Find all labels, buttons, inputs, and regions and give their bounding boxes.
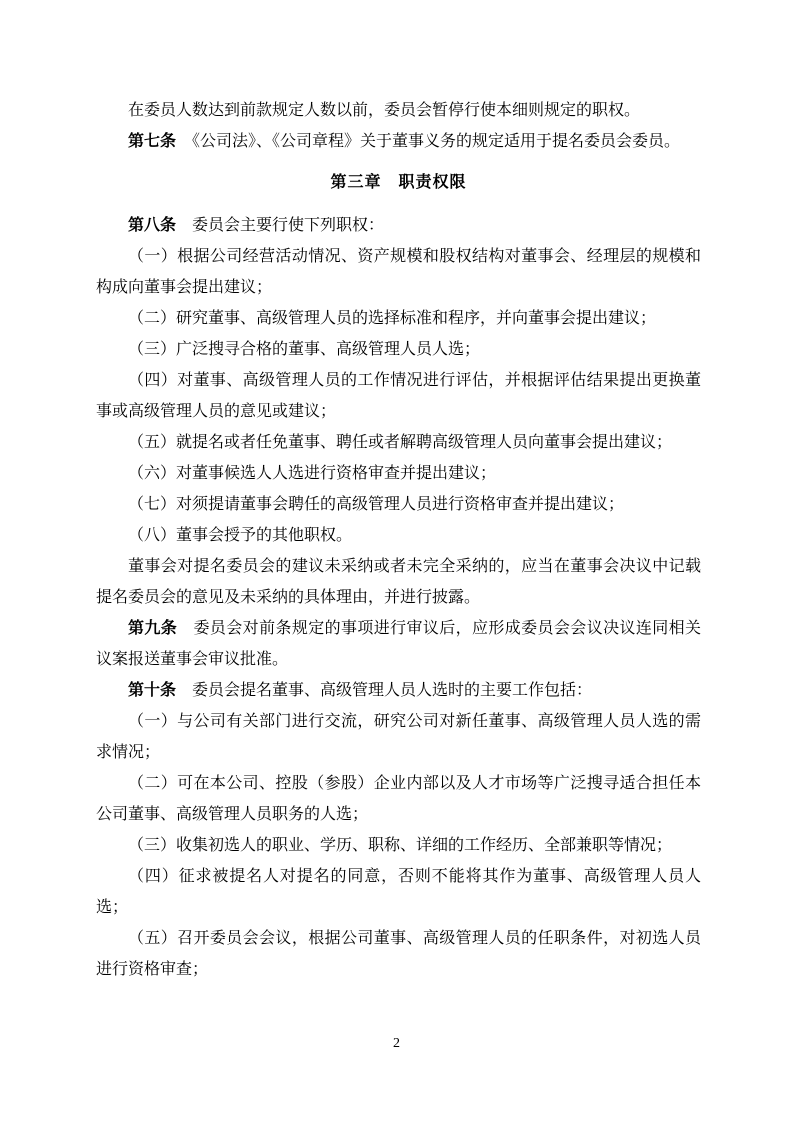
text-run: （一）与公司有关部门进行交流，研究公司对新任董事、高级管理人员人选的需求情况；: [96, 713, 701, 761]
bold-text-run: 第七条: [128, 133, 177, 150]
paragraph: [96, 613, 701, 675]
paragraph: [96, 830, 701, 861]
paragraph: [96, 520, 701, 551]
text-run: （五）就提名或者任免董事、聘任或者解聘高级管理人员向董事会提出建议；: [128, 434, 673, 451]
text-run: （三）收集初选人的职业、学历、职称、详细的工作经历、全部兼职等情况；: [128, 837, 673, 854]
paragraph: [96, 489, 701, 520]
text-run: （一）根据公司经营活动情况、资产规模和股权结构对董事会、经理层的规模和构成向董事会提出建议；: [96, 248, 701, 296]
text-run: （六）对董事候选人人选进行资格审查并提出建议；: [128, 465, 497, 482]
paragraph: [96, 861, 701, 923]
bold-text-run: 第三章 职责权限: [330, 174, 467, 191]
text-run: （二）研究董事、高级管理人员的选择标准和程序，并向董事会提出建议；: [128, 310, 657, 327]
text-run: 委员会提名董事、高级管理人员人选时的主要工作包括：: [176, 682, 593, 699]
text-run: （四）征求被提名人对提名的同意，否则不能将其作为董事、高级管理人员人选；: [96, 868, 701, 916]
text-run: （二）可在本公司、控股（参股）企业内部以及人才市场等广泛搜寻适合担任本公司董事、高级管理人员职务的人选；: [96, 775, 701, 823]
text-run: 委员会对前条规定的事项进行审议后，应形成委员会会议决议连同相关议案报送董事会审议批准。: [96, 620, 701, 668]
paragraph: [96, 551, 701, 613]
bold-text-run: 第九条: [128, 620, 178, 637]
paragraph: [96, 241, 701, 303]
document-body: [96, 95, 701, 985]
text-run: （五）召开委员会会议，根据公司董事、高级管理人员的任职条件，对初选人员进行资格审查；: [96, 930, 701, 978]
page-number: 2: [393, 1036, 400, 1051]
bold-text-run: 第十条: [128, 682, 177, 699]
text-run: 委员会主要行使下列职权：: [176, 217, 385, 234]
text-run: （八）董事会授予的其他职权。: [128, 527, 353, 544]
paragraph: [96, 706, 701, 768]
text-run: 董事会对提名委员会的建议未采纳或者未完全采纳的，应当在董事会决议中记载提名委员会的意见及未采纳的具体理由，并进行披露。: [96, 558, 701, 606]
paragraph: [96, 427, 701, 458]
bold-text-run: 第八条: [128, 217, 177, 234]
paragraph: [96, 923, 701, 985]
paragraph: [96, 458, 701, 489]
paragraph: [96, 768, 701, 830]
paragraph: [96, 365, 701, 427]
paragraph: [96, 210, 701, 241]
text-run: （三）广泛搜寻合格的董事、高级管理人员人选；: [128, 341, 481, 358]
paragraph: [96, 675, 701, 706]
paragraph: [96, 334, 701, 365]
paragraph: [96, 95, 701, 126]
text-run: （七）对须提请董事会聘任的高级管理人员进行资格审查并提出建议；: [128, 496, 625, 513]
text-run: 《公司法》、《公司章程》关于董事义务的规定适用于提名委员会委员。: [176, 133, 681, 150]
text-run: 在委员人数达到前款规定人数以前，委员会暂停行使本细则规定的职权。: [128, 102, 641, 119]
text-run: （四）对董事、高级管理人员的工作情况进行评估，并根据评估结果提出更换董事或高级管理人员的意见或建议；: [96, 372, 701, 420]
paragraph: [96, 303, 701, 334]
paragraph: [96, 126, 701, 157]
chapter-heading: [96, 167, 701, 198]
